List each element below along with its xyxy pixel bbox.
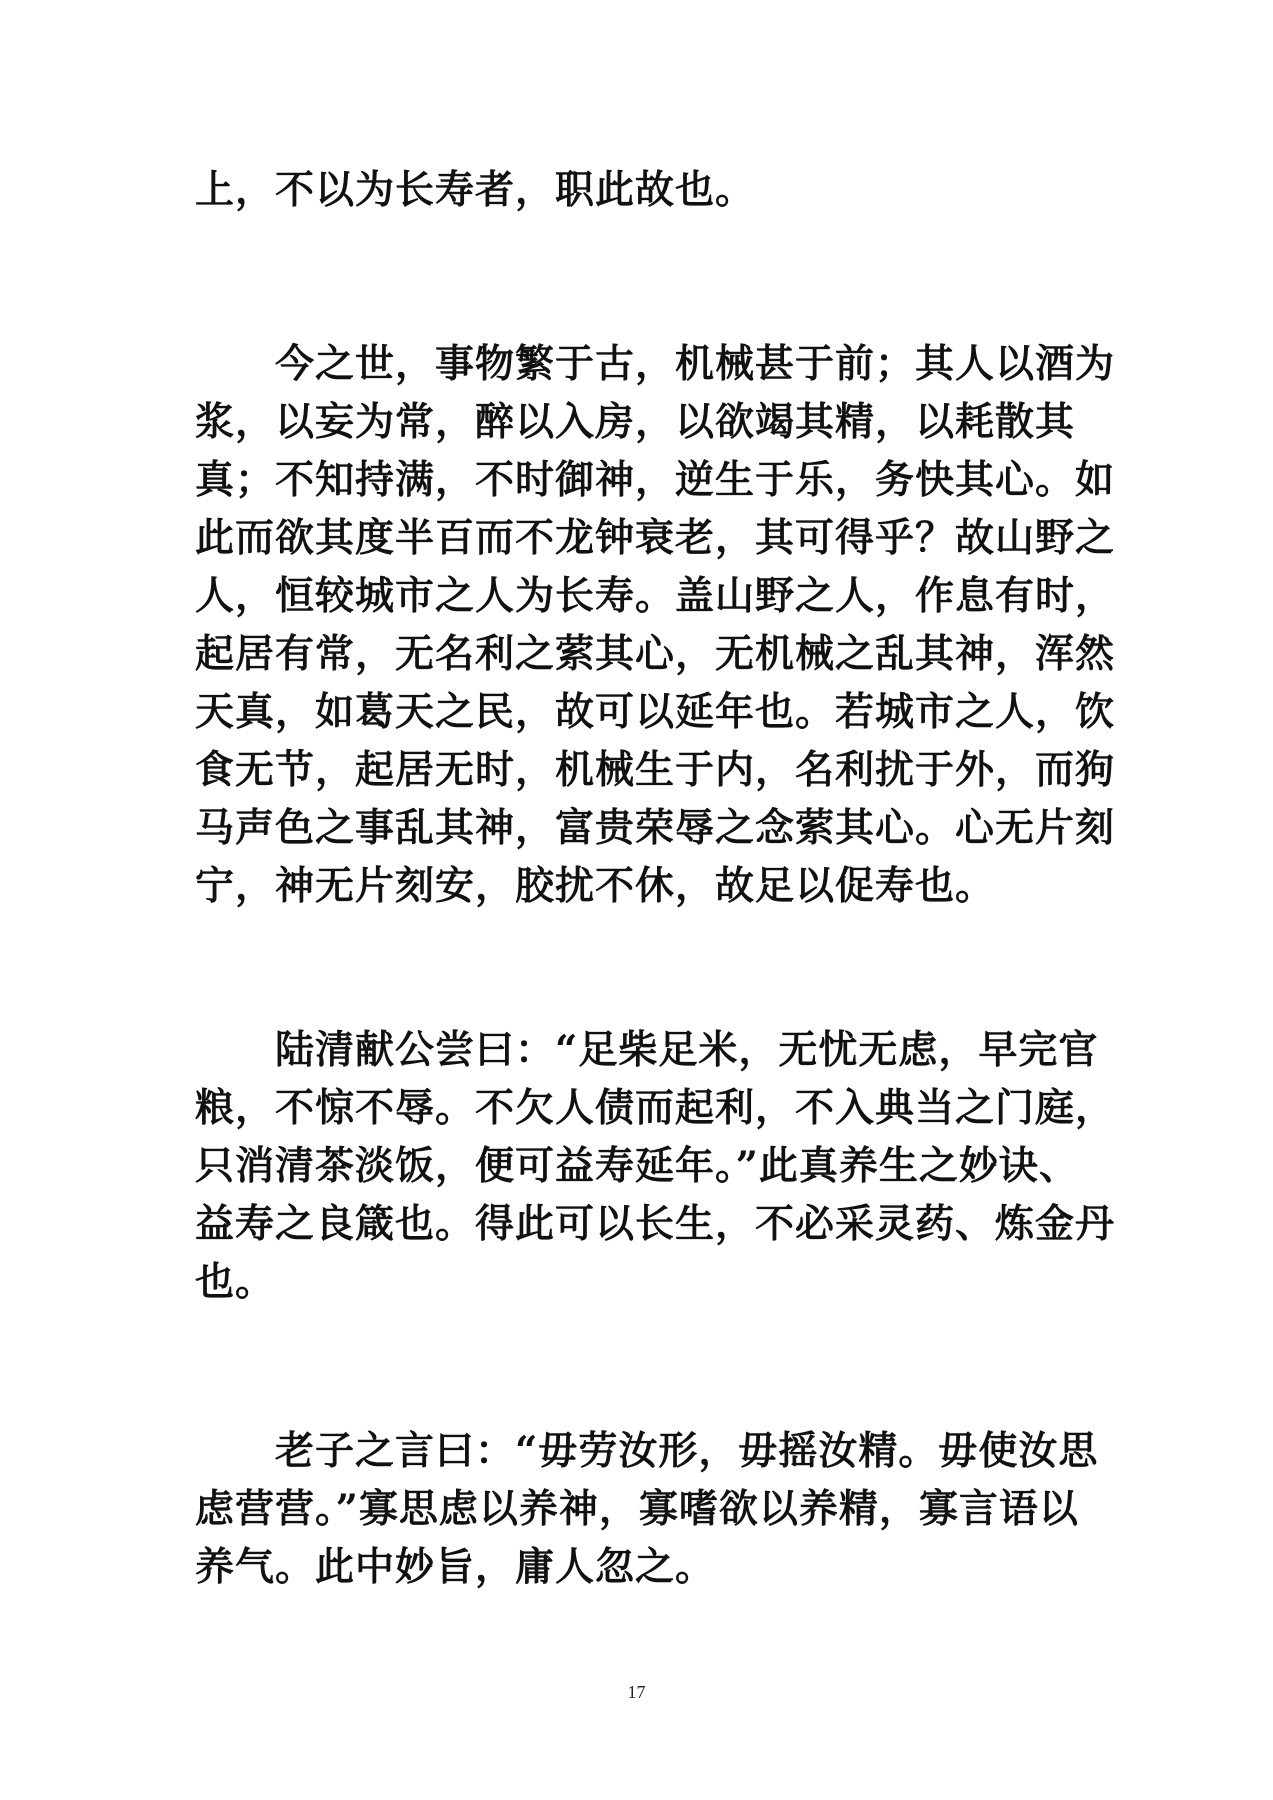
text-line: 也。 [195, 1259, 276, 1305]
paragraph-1 [195, 161, 1085, 219]
text-line: 马声色之事乱其神，富贵荣辱之念萦其心。心无片刻 [195, 805, 1116, 851]
text-line: 起居有常，无名利之萦其心，无机械之乱其神，浑然 [195, 631, 1116, 677]
text-line: 人，恒较城市之人为长寿。盖山野之人，作息有时， [195, 573, 1116, 619]
text-line: 只消清茶淡饭，便可益寿延年。”此真养生之妙诀、 [195, 1143, 1079, 1189]
page-number: 17 [627, 1682, 646, 1702]
text-line: 天真，如葛天之民，故可以延年也。若城市之人，饮 [195, 689, 1116, 735]
text-line: 宁，神无片刻安，胶扰不休，故足以促寿也。 [195, 863, 996, 909]
text-line: 陆清献公尝曰：“足柴足米，无忧无虑，早完官 [195, 1027, 1099, 1073]
text-line: 粮，不惊不辱。不欠人债而起利，不入典当之门庭， [195, 1085, 1116, 1131]
text-line: 此而欲其度半百而不龙钟衰老，其可得乎？故山野之 [195, 515, 1116, 561]
text-line: 真；不知持满，不时御神，逆生于乐，务快其心。如 [195, 457, 1116, 503]
text-line: 老子之言曰：“毋劳汝形，毋摇汝精。毋使汝思 [195, 1428, 1099, 1474]
text-line: 虑营营。”寡思虑以养神，寡嗜欲以养精，寡言语以 [195, 1486, 1079, 1532]
text-line: 上，不以为长寿者，职此故也。 [195, 167, 756, 213]
paragraph-2 [195, 335, 1116, 915]
text-line: 养气。此中妙旨，庸人忽之。 [195, 1544, 716, 1590]
text-line: 食无节，起居无时，机械生于内，名利扰于外，而狗 [195, 747, 1116, 793]
text-line: 益寿之良箴也。得此可以长生，不必采灵药、炼金丹 [195, 1201, 1116, 1247]
paragraph-3 [195, 1021, 1116, 1311]
text-line: 浆，以妄为常，醉以入房，以欲竭其精，以耗散其 [195, 399, 1076, 445]
text-line: 今之世，事物繁于古，机械甚于前；其人以酒为 [195, 341, 1116, 387]
paragraph-4 [195, 1422, 1099, 1596]
